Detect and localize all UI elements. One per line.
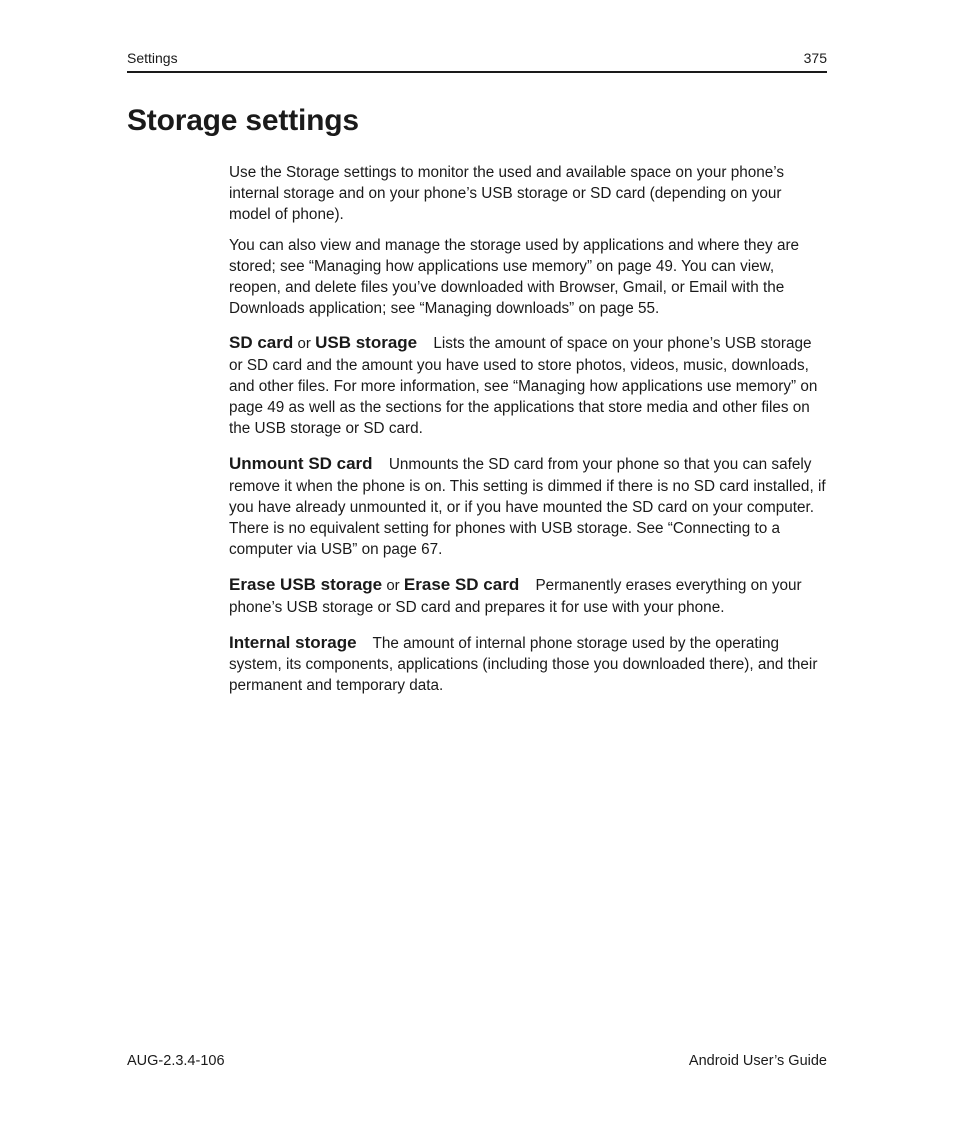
definition-description: Lists the amount of space on your phone’s USB storage or SD card and the amount you have used to store photos, videos, music, downloads, and other files. For more information, see “Managing how applications use memory” on page 49 as well as the sections for the applications that store media and other files on the USB storage or SD card. (229, 335, 818, 438)
page-content (229, 162, 827, 710)
definition-term: Internal storage (229, 632, 357, 652)
definition-term: SD card (229, 333, 294, 353)
term-conjunction: or (297, 335, 311, 353)
page-footer (127, 1052, 827, 1072)
definition-term: Unmount SD card (229, 454, 373, 474)
definition-item-sd-card (229, 332, 827, 439)
definition-item-internal-storage (229, 632, 827, 697)
definition-item-erase-storage (229, 574, 827, 617)
definition-term: Erase USB storage (229, 575, 383, 595)
intro-paragraph: You can also view and manage the storage used by applications and where they are stored; see “Managing how applications use memory” on page 49. You can view, reopen, and delete files you’ve downloaded with Browser, Gmail, or Email with the Downloads application; see “Managing downloads” on page 55. (229, 236, 800, 318)
page-header (127, 48, 827, 73)
intro-paragraph: Use the Storage settings to monitor the used and available space on your phone’s internal storage and on your phone’s USB storage or SD card (depending on your model of phone). (229, 164, 785, 224)
header-page-number: 375 (803, 50, 827, 66)
footer-doc-id: AUG-2.3.4-106 (127, 1053, 225, 1069)
definition-term: USB storage (315, 333, 418, 353)
definition-term: Erase SD card (403, 575, 520, 595)
definition-item-unmount-sd-card (229, 453, 827, 560)
definition-description: Permanently erases everything on your phone’s USB storage or SD card and prepares it for use with your phone. (229, 577, 802, 616)
header-section-name: Settings (127, 50, 178, 66)
footer-doc-title: Android User’s Guide (688, 1053, 827, 1069)
definition-description: Unmounts the SD card from your phone so that you can safely remove it when the phone is on. This setting is dimmed if there is no SD card installed, if you have already unmounted it, or if you have mounted the SD card on your computer. There is no equivalent setting for phones with USB storage. See “Connecting to a computer via USB” on page 67. (229, 456, 826, 559)
term-conjunction: or (386, 577, 400, 595)
page-title: Storage settings (127, 104, 359, 137)
definition-description: The amount of internal phone storage used by the operating system, its components, applications (including those you downloaded there), and their permanent and temporary data. (229, 634, 818, 695)
